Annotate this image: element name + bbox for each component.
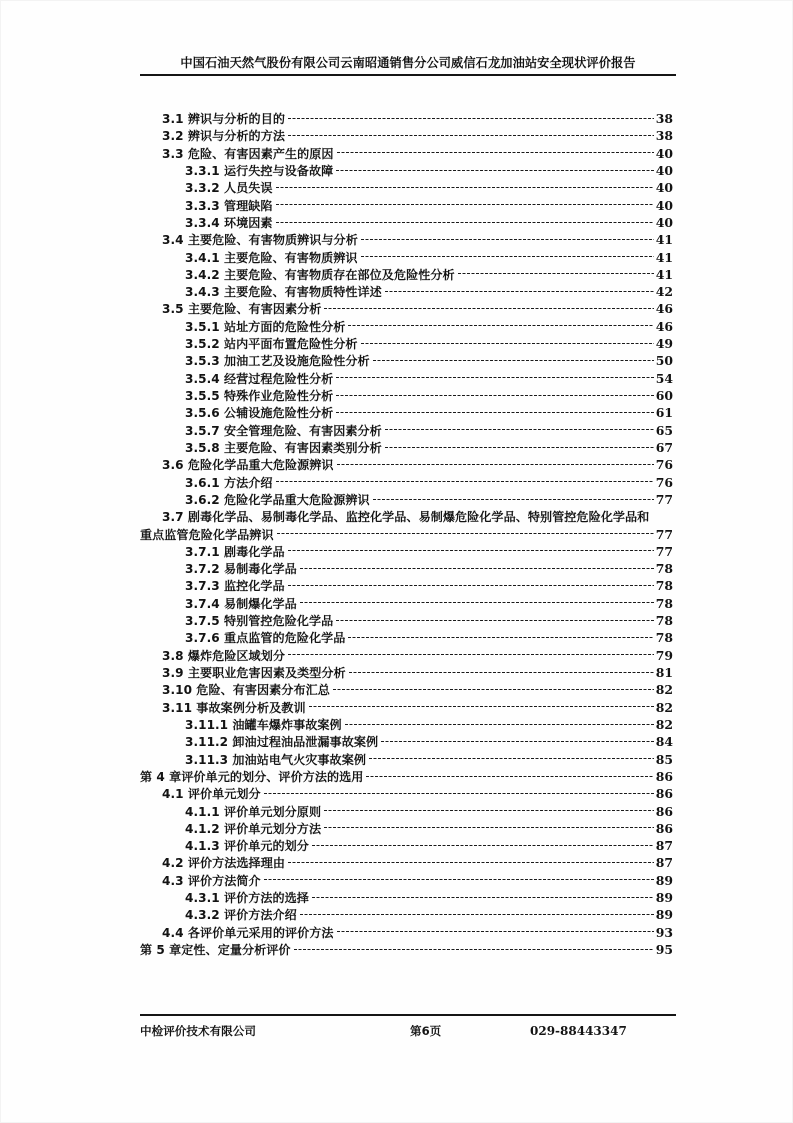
toc-leader-dots bbox=[288, 862, 654, 863]
toc-entry-label: 3.11.2 卸油过程油品泄漏事故案例 bbox=[185, 735, 379, 750]
toc-entry[interactable] bbox=[140, 404, 673, 421]
toc-entry-label: 3.9 主要职业危害因素及类型分析 bbox=[162, 666, 346, 680]
toc-entry-label: 3.4.1 主要危险、有害物质辨识 bbox=[185, 250, 358, 265]
toc-entry-page-number: 46 bbox=[655, 318, 673, 334]
toc-entry-page-number: 85 bbox=[655, 751, 673, 767]
toc-leader-dots bbox=[324, 827, 654, 828]
toc-entry-label: 3.5.1 站址方面的危险性分析 bbox=[185, 319, 346, 334]
toc-leader-dots bbox=[458, 273, 654, 274]
toc-entry-page-number: 40 bbox=[655, 162, 673, 178]
toc-entry-page-number: 78 bbox=[655, 561, 673, 577]
toc-entry[interactable] bbox=[140, 647, 673, 664]
toc-entry-page-number: 76 bbox=[655, 457, 673, 473]
toc-entry-page-number: 41 bbox=[655, 266, 673, 282]
toc-entry[interactable] bbox=[140, 370, 673, 387]
toc-entry-page-number: 84 bbox=[655, 734, 673, 750]
toc-entry-page-number: 67 bbox=[655, 439, 673, 455]
toc-entry-page-number: 41 bbox=[655, 232, 673, 248]
toc-entry[interactable] bbox=[140, 179, 673, 196]
toc-entry-label: 3.7.6 重点监管的危险化学品 bbox=[185, 631, 346, 646]
toc-leader-dots bbox=[276, 187, 654, 188]
toc-entry-label: 4.1.1 评价单元划分原则 bbox=[185, 804, 322, 819]
toc-entry[interactable] bbox=[140, 803, 673, 820]
toc-entry[interactable] bbox=[140, 249, 673, 266]
toc-entry[interactable] bbox=[140, 889, 673, 906]
toc-entry-label: 3.4.3 主要危险、有害物质特性详述 bbox=[185, 285, 382, 300]
toc-entry-label: 3.4.2 主要危险、有害物质存在部位及危险性分析 bbox=[185, 267, 455, 282]
toc-entry[interactable] bbox=[140, 854, 673, 871]
toc-entry[interactable] bbox=[140, 941, 673, 958]
toc-leader-dots bbox=[336, 170, 654, 171]
toc-entry-label: 4.3.1 评价方法的选择 bbox=[185, 891, 309, 906]
toc-entry-page-number: 89 bbox=[655, 890, 673, 906]
toc-entry-page-number: 49 bbox=[655, 336, 673, 352]
toc-leader-dots bbox=[373, 360, 654, 361]
footer-company-name: 中检评价技术有限公司 bbox=[140, 1024, 256, 1038]
toc-entry[interactable] bbox=[140, 474, 673, 491]
toc-entry[interactable] bbox=[140, 664, 673, 681]
toc-entry-label: 3.3.1 运行失控与设备故障 bbox=[185, 163, 334, 178]
toc-entry-label: 3.5.7 安全管理危险、有害因素分析 bbox=[185, 423, 382, 438]
toc-entry[interactable] bbox=[140, 214, 673, 231]
toc-entry-page-number: 50 bbox=[655, 353, 673, 369]
toc-entry-page-number: 40 bbox=[655, 145, 673, 161]
toc-entry-label: 第 5 章定性、定量分析评价 bbox=[140, 943, 291, 957]
toc-entry[interactable] bbox=[140, 352, 673, 369]
toc-leader-dots bbox=[373, 499, 654, 500]
toc-entry-page-number: 40 bbox=[655, 214, 673, 230]
toc-entry[interactable] bbox=[140, 906, 673, 923]
toc-entry-page-number: 86 bbox=[655, 803, 673, 819]
toc-entry[interactable] bbox=[140, 577, 673, 594]
toc-entry-label: 4.2 评价方法选择理由 bbox=[162, 856, 285, 871]
toc-leader-dots bbox=[312, 897, 654, 898]
toc-entry-label: 3.5.6 公辅设施危险性分析 bbox=[185, 406, 334, 421]
toc-entry[interactable] bbox=[140, 283, 673, 300]
toc-leader-dots bbox=[294, 949, 654, 950]
toc-entry-page-number: 79 bbox=[655, 647, 673, 663]
toc-entry[interactable] bbox=[140, 699, 673, 716]
toc-entry-label: 3.7.3 监控化学品 bbox=[185, 579, 285, 594]
toc-entry-label: 3.4 主要危险、有害物质辨识与分析 bbox=[162, 233, 358, 248]
toc-entry-page-number: 78 bbox=[655, 595, 673, 611]
toc-entry-page-number: 81 bbox=[655, 665, 673, 680]
toc-entry-page-number: 95 bbox=[655, 942, 673, 957]
toc-entry-label: 3.5.5 特殊作业危险性分析 bbox=[185, 389, 334, 403]
toc-leader-dots bbox=[288, 118, 654, 119]
toc-leader-dots bbox=[300, 568, 654, 569]
toc-leader-dots bbox=[333, 689, 654, 690]
toc-entry[interactable] bbox=[140, 110, 673, 127]
toc-entry[interactable] bbox=[140, 231, 673, 248]
toc-entry-label: 3.5.2 站内平面布置危险性分析 bbox=[185, 337, 358, 352]
toc-entry-page-number: 42 bbox=[655, 284, 673, 300]
toc-leader-dots bbox=[288, 585, 654, 586]
toc-entry-label: 3.7 剧毒化学品、易制毒化学品、监控化学品、易制爆危险化学品、特别管控危险化学品和 bbox=[162, 510, 650, 525]
toc-entry-label: 3.1 辨识与分析的目的 bbox=[162, 112, 285, 126]
toc-entry[interactable] bbox=[140, 595, 673, 612]
toc-entry-label: 3.5 主要危险、有害因素分析 bbox=[162, 302, 322, 317]
toc-leader-dots bbox=[366, 776, 653, 777]
toc-entry-label: 3.3.4 环境因素 bbox=[185, 215, 273, 230]
toc-entry-label: 3.8 爆炸危险区域划分 bbox=[162, 648, 285, 663]
toc-leader-dots bbox=[385, 447, 654, 448]
toc-entry[interactable] bbox=[140, 629, 673, 646]
toc-entry-label: 3.10 危险、有害因素分布汇总 bbox=[162, 683, 330, 698]
toc-leader-dots bbox=[264, 793, 654, 794]
toc-leader-dots bbox=[336, 377, 654, 378]
toc-entry-label: 4.1 评价单元划分 bbox=[162, 787, 261, 802]
toc-entry-label: 3.11.3 加油站电气火灾事故案例 bbox=[185, 752, 366, 767]
toc-entry-label: 3.5.8 主要危险、有害因素类别分析 bbox=[185, 440, 382, 455]
footer-phone-number: 029-88443347 bbox=[530, 1024, 627, 1038]
toc-entry-page-number: 41 bbox=[655, 249, 673, 265]
toc-entry[interactable] bbox=[140, 456, 673, 473]
toc-entry[interactable] bbox=[140, 924, 673, 941]
toc-entry-label: 3.11.1 油罐车爆炸事故案例 bbox=[185, 717, 342, 732]
toc-entry[interactable] bbox=[140, 318, 673, 335]
toc-leader-dots bbox=[336, 395, 654, 396]
toc-leader-dots bbox=[300, 914, 654, 915]
toc-entry[interactable] bbox=[140, 387, 673, 404]
toc-entry[interactable] bbox=[140, 733, 673, 750]
toc-leader-dots bbox=[264, 879, 654, 880]
toc-entry[interactable] bbox=[140, 439, 673, 456]
toc-entry-label: 4.1.2 评价单元划分方法 bbox=[185, 821, 322, 836]
toc-entry-label: 3.3.2 人员失误 bbox=[185, 181, 273, 196]
toc-entry-label: 3.6 危险化学品重大危险源辨识 bbox=[162, 458, 334, 473]
header-title: 中国石油天然气股份有限公司云南昭通销售分公司威信石龙加油站安全现状评价报告 bbox=[180, 55, 636, 70]
toc-leader-dots bbox=[312, 845, 654, 846]
toc-entry[interactable] bbox=[140, 197, 673, 214]
toc-entry-page-number: 86 bbox=[655, 820, 673, 836]
toc-entry-page-number: 78 bbox=[655, 630, 673, 646]
toc-entry-label: 3.5.4 经营过程危险性分析 bbox=[185, 371, 334, 386]
toc-entry-label: 重点监管危险化学品辨识 bbox=[140, 527, 274, 542]
toc-entry-label: 3.7.2 易制毒化学品 bbox=[185, 562, 297, 577]
toc-leader-dots bbox=[369, 758, 654, 759]
toc-leader-dots bbox=[324, 810, 654, 811]
toc-entry-label: 3.2 辨识与分析的方法 bbox=[162, 129, 285, 144]
toc-leader-dots bbox=[381, 741, 654, 742]
toc-entry[interactable] bbox=[140, 266, 673, 283]
toc-leader-dots bbox=[385, 291, 654, 292]
toc-entry[interactable] bbox=[140, 751, 673, 768]
toc-entry-page-number: 77 bbox=[655, 491, 673, 507]
toc-entry[interactable] bbox=[140, 422, 673, 439]
toc-entry-page-number: 82 bbox=[655, 682, 673, 698]
toc-entry-page-number: 46 bbox=[655, 301, 673, 317]
toc-leader-dots bbox=[309, 706, 654, 707]
toc-entry[interactable] bbox=[140, 872, 673, 889]
toc-entry-page-number: 82 bbox=[655, 716, 673, 732]
toc-entry-page-number: 60 bbox=[655, 388, 673, 403]
toc-entry-page-number: 93 bbox=[655, 924, 673, 940]
toc-entry-page-number: 38 bbox=[655, 128, 673, 144]
toc-leader-dots bbox=[276, 222, 654, 223]
footer-page-number: 第6页 bbox=[410, 1024, 442, 1038]
toc-entry[interactable] bbox=[140, 785, 673, 802]
toc-leader-dots bbox=[288, 550, 654, 551]
toc-entry-label: 3.7.5 特别管控危险化学品 bbox=[185, 614, 334, 629]
toc-leader-dots bbox=[348, 325, 653, 326]
toc-entry-label: 3.5.3 加油工艺及设施危险性分析 bbox=[185, 354, 370, 369]
toc-entry-page-number: 86 bbox=[655, 768, 673, 784]
toc-leader-dots bbox=[361, 343, 654, 344]
page-header bbox=[140, 54, 676, 76]
toc-entry[interactable] bbox=[140, 335, 673, 352]
toc-entry[interactable] bbox=[140, 837, 673, 854]
toc-entry[interactable] bbox=[140, 491, 673, 508]
toc-entry-page-number: 76 bbox=[655, 474, 673, 490]
page-footer bbox=[140, 1014, 676, 1039]
toc-entry-label: 3.11 事故案例分析及教训 bbox=[162, 700, 306, 715]
table-of-contents bbox=[140, 110, 673, 958]
toc-entry-page-number: 89 bbox=[655, 907, 673, 923]
toc-leader-dots bbox=[337, 464, 654, 465]
toc-entry-label: 3.3 危险、有害因素产生的原因 bbox=[162, 146, 334, 161]
toc-entry[interactable] bbox=[140, 127, 673, 144]
toc-entry-page-number: 40 bbox=[655, 197, 673, 213]
toc-entry-page-number: 78 bbox=[655, 578, 673, 594]
toc-entry-page-number: 54 bbox=[655, 370, 673, 386]
toc-leader-dots bbox=[385, 429, 654, 430]
toc-entry-label: 4.1.3 评价单元的划分 bbox=[185, 839, 309, 854]
toc-entry[interactable] bbox=[140, 145, 673, 162]
toc-entry[interactable] bbox=[140, 300, 673, 317]
toc-entry-page-number: 61 bbox=[655, 405, 673, 421]
toc-entry[interactable] bbox=[140, 526, 673, 543]
toc-entry[interactable] bbox=[140, 716, 673, 733]
toc-entry-page-number: 40 bbox=[655, 180, 673, 196]
toc-entry-label: 4.4 各评价单元采用的评价方法 bbox=[162, 925, 334, 940]
toc-entry[interactable] bbox=[140, 162, 673, 179]
toc-leader-dots bbox=[361, 256, 654, 257]
toc-entry-page-number: 89 bbox=[655, 872, 673, 888]
toc-entry-label: 3.7.4 易制爆化学品 bbox=[185, 596, 297, 611]
toc-leader-dots bbox=[348, 637, 653, 638]
toc-entry-page-number: 87 bbox=[655, 838, 673, 854]
toc-leader-dots bbox=[345, 724, 654, 725]
footer-rule bbox=[140, 1014, 676, 1016]
toc-leader-dots bbox=[288, 654, 654, 655]
toc-leader-dots bbox=[276, 481, 654, 482]
toc-leader-dots bbox=[288, 135, 654, 136]
toc-entry-page-number: 82 bbox=[655, 699, 673, 715]
toc-entry-page-number: 77 bbox=[655, 543, 673, 559]
toc-leader-dots bbox=[337, 931, 654, 932]
toc-entry-page-number: 78 bbox=[655, 613, 673, 629]
toc-entry-label: 3.6.1 方法介绍 bbox=[185, 475, 273, 490]
toc-entry-label: 3.7.1 剧毒化学品 bbox=[185, 544, 285, 559]
toc-leader-dots bbox=[337, 152, 654, 153]
toc-entry-label: 3.6.2 危险化学品重大危险源辨识 bbox=[185, 492, 370, 507]
toc-leader-dots bbox=[336, 620, 654, 621]
toc-entry-page-number: 86 bbox=[655, 786, 673, 802]
toc-entry-page-number: 38 bbox=[655, 111, 673, 126]
toc-leader-dots bbox=[349, 672, 654, 673]
toc-entry-page-number: 77 bbox=[655, 526, 673, 542]
header-rule bbox=[140, 74, 676, 76]
toc-entry[interactable] bbox=[140, 768, 673, 785]
toc-entry-page-number: 87 bbox=[655, 855, 673, 871]
toc-entry-label: 4.3 评价方法简介 bbox=[162, 873, 261, 888]
toc-entry[interactable] bbox=[140, 612, 673, 629]
toc-leader-dots bbox=[324, 308, 653, 309]
toc-entry[interactable] bbox=[140, 543, 673, 560]
toc-entry-label: 4.3.2 评价方法介绍 bbox=[185, 908, 297, 923]
toc-entry[interactable] bbox=[140, 508, 673, 525]
footer-row bbox=[140, 1023, 676, 1039]
toc-entry[interactable] bbox=[140, 681, 673, 698]
toc-leader-dots bbox=[277, 533, 654, 534]
toc-leader-dots bbox=[276, 204, 654, 205]
toc-entry-page-number: 65 bbox=[655, 422, 673, 438]
toc-leader-dots bbox=[300, 602, 654, 603]
toc-entry[interactable] bbox=[140, 560, 673, 577]
toc-entry-label: 3.3.3 管理缺陷 bbox=[185, 198, 273, 213]
toc-entry[interactable] bbox=[140, 820, 673, 837]
toc-leader-dots bbox=[336, 412, 654, 413]
toc-leader-dots bbox=[361, 239, 654, 240]
toc-entry-label: 第 4 章评价单元的划分、评价方法的选用 bbox=[140, 769, 364, 784]
